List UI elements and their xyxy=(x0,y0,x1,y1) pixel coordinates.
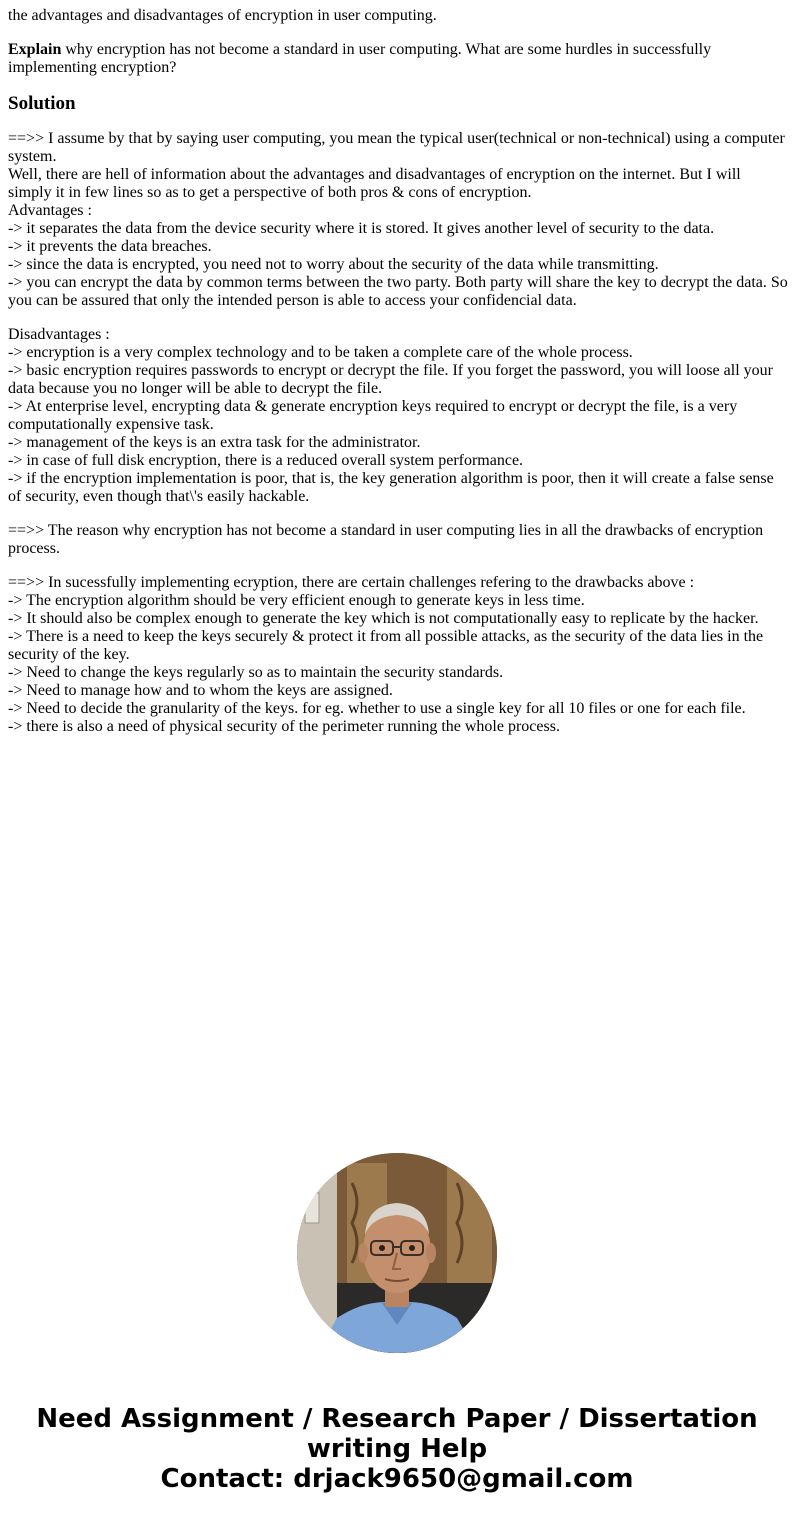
challenge-item: -> Need to decide the granularity of the keys. for eg. whether to use a single key for all 10 files or one for each file. xyxy=(8,700,746,717)
disadvantage-item: -> At enterprise level, encrypting data & generate encryption keys required to encrypt or decrypt the file, is a very computationally expensive task. xyxy=(8,398,738,433)
article-content xyxy=(8,7,788,752)
author-avatar xyxy=(297,1153,497,1353)
question-explain xyxy=(8,41,788,77)
advantages-label: Advantages : xyxy=(8,202,92,219)
advantage-item: -> since the data is encrypted, you need not to worry about the security of the data while transmitting. xyxy=(8,256,659,273)
footer-line-1: Need Assignment / Research Paper / Dissertation xyxy=(36,1404,758,1434)
disadvantages-label: Disadvantages : xyxy=(8,326,110,343)
question-intro: the advantages and disadvantages of encryption in user computing. xyxy=(8,7,437,24)
footer-contact: Contact: drjack9650@gmail.com xyxy=(160,1464,634,1494)
challenge-item: -> Need to change the keys regularly so as to maintain the security standards. xyxy=(8,664,504,681)
disadvantage-item: -> if the encryption implementation is poor, that is, the key generation algorithm is poor, then it will create a false sense of security, even though that\'s easily hackable. xyxy=(8,470,774,505)
solution-line: Well, there are hell of information about the advantages and disadvantages of encryption on the internet. But I will simply it in few lines so as to get a perspective of both pros & cons of encryption. xyxy=(8,166,741,201)
challenge-item: -> There is a need to keep the keys securely & protect it from all possible attacks, as the security of the data lies in the security of the key. xyxy=(8,628,764,663)
disadvantage-item: -> in case of full disk encryption, there is a reduced overall system performance. xyxy=(8,452,524,469)
solution-intro-block xyxy=(8,130,788,310)
challenge-item: -> there is also a need of physical security of the perimeter running the whole process. xyxy=(8,718,560,735)
challenges-intro: ==>> In sucessfully implementing ecryption, there are certain challenges refering to the drawbacks above : xyxy=(8,574,695,591)
reason-paragraph: ==>> The reason why encryption has not become a standard in user computing lies in all the drawbacks of encryption process. xyxy=(8,522,764,557)
advantage-item: -> it prevents the data breaches. xyxy=(8,238,212,255)
disadvantage-item: -> management of the keys is an extra task for the administrator. xyxy=(8,434,421,451)
disadvantages-block xyxy=(8,326,788,506)
solution-heading: Solution xyxy=(8,93,76,114)
disadvantage-item: -> basic encryption requires passwords to encrypt or decrypt the file. If you forget the password, you will loose all your data because you no longer will be able to decrypt the file. xyxy=(8,362,773,397)
disadvantage-item: -> encryption is a very complex technology and to be taken a complete care of the whole process. xyxy=(8,344,633,361)
advantage-item: -> you can encrypt the data by common terms between the two party. Both party will share the key to decrypt the data. So you can be assured that only the intended person is able to access your confidencial data. xyxy=(8,274,788,309)
explain-bold-word: Explain xyxy=(8,41,62,58)
challenge-item: -> It should also be complex enough to generate the key which is not computationally easy to replicate by the hacker. xyxy=(8,610,759,627)
footer-banner xyxy=(0,1404,794,1494)
advantage-item: -> it separates the data from the device security where it is stored. It gives another level of security to the data. xyxy=(8,220,715,237)
explain-text: why encryption has not become a standard in user computing. What are some hurdles in successfully implementing encryption? xyxy=(8,41,712,76)
author-portrait-image xyxy=(297,1153,497,1353)
challenge-item: -> Need to manage how and to whom the keys are assigned. xyxy=(8,682,393,699)
challenges-block xyxy=(8,574,788,736)
challenge-item: -> The encryption algorithm should be very efficient enough to generate keys in less time. xyxy=(8,592,585,609)
footer-line-2: writing Help xyxy=(306,1434,488,1464)
solution-line: ==>> I assume by that by saying user computing, you mean the typical user(technical or non-technical) using a computer system. xyxy=(8,130,785,165)
